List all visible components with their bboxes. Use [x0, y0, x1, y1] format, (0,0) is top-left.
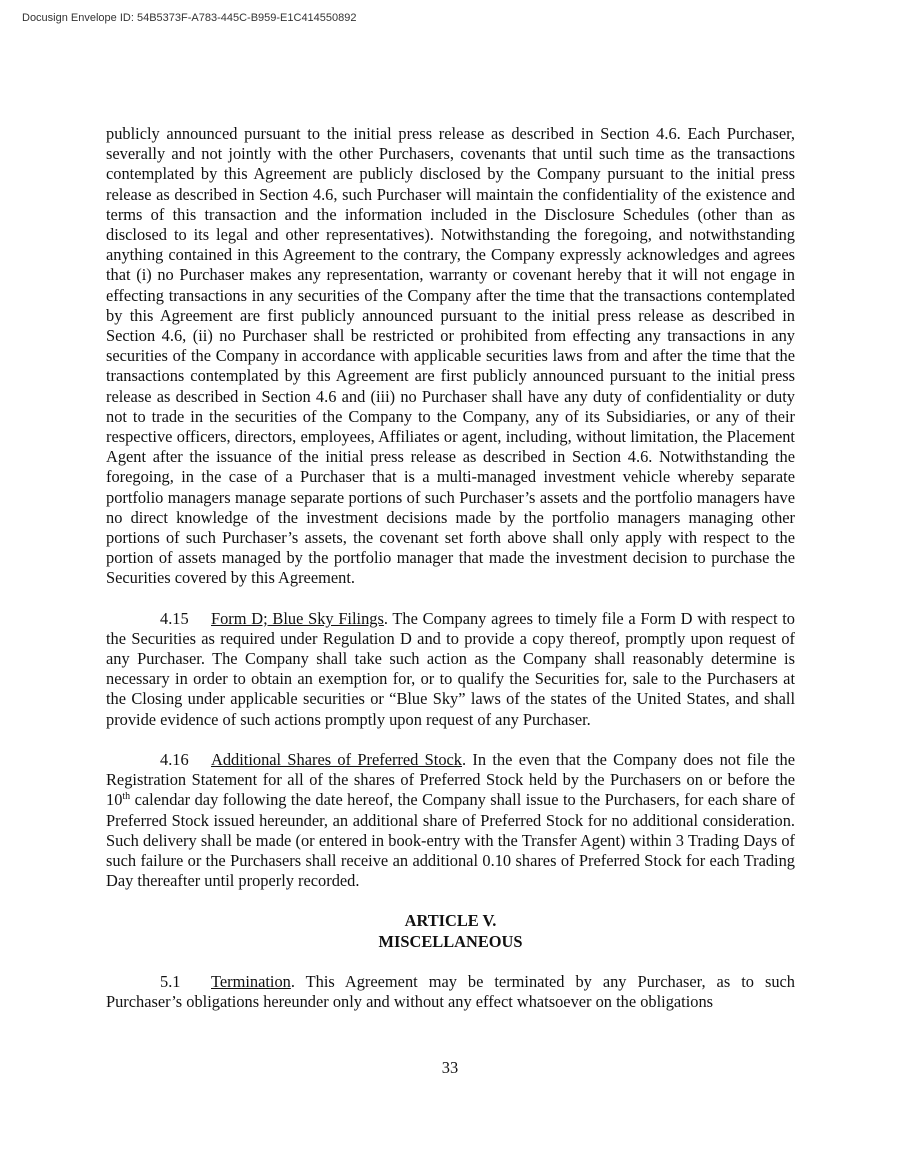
article-title: MISCELLANEOUS: [378, 931, 523, 951]
section-heading: Additional Shares of Preferred Stock: [211, 749, 462, 769]
section-text-continued: calendar day following the date hereof, the Company shall issue to the Purchasers, for each share of Preferred Stock issued hereunder, an additional share of Preferred Stock for no additional consideration. Such delivery shall be made (or entered in book-entry with the Transfer Agent) within 3 Trading Days of such failure or the Purchasers shall receive an additional 0.10 shares of Preferred Stock for each Trading Day thereafter until properly recorded.: [106, 790, 795, 891]
ordinal-superscript: th: [122, 791, 131, 803]
section-text: . In the even that the Company does not file the Registration Statement for all of the shares of Preferred Stock held by the Purchasers on or before the 10: [106, 749, 795, 810]
page-number: 33: [441, 1058, 459, 1077]
section-number: 4.16: [160, 749, 189, 769]
section-number: 5.1: [160, 971, 181, 991]
section-4-16: [106, 750, 795, 891]
article-number: ARTICLE V.: [404, 911, 497, 931]
section-4-15: [106, 609, 795, 730]
section-number: 4.15: [160, 608, 189, 628]
section-text: . This Agreement may be terminated by any Purchaser, as to such Purchaser’s obligations hereunder only and without any effect whatsoever on the obligations: [106, 971, 795, 1011]
document-body: [106, 124, 795, 1012]
section-5-1: [106, 972, 795, 1012]
continuation-paragraph: publicly announced pursuant to the initial press release as described in Section 4.6. Each Purchaser, severally and not jointly with the other Purchasers, covenants that until such time as the transactions contemplated by this Agreement are publicly disclosed by the Company pursuant to the initial press release as described in Section 4.6, such Purchaser will maintain the confidentiality of the existence and terms of this transaction and the information included in the Disclosure Schedules (other than as disclosed to its legal and other representatives). Notwithstanding the foregoing, and notwithstanding anything contained in this Agreement to the contrary, the Company expressly acknowledges and agrees that (i) no Purchaser makes any representation, warranty or covenant hereby that it will not engage in effecting transactions in any securities of the Company after the time that the transactions contemplated by this Agreement are first publicly announced pursuant to the initial press release as described in Section 4.6, (ii) no Purchaser shall be restricted or prohibited from effecting any transactions in any securities of the Company in accordance with applicable securities laws from and after the time that the transactions contemplated by this Agreement are first publicly announced pursuant to the initial press release as described in Section 4.6 and (iii) no Purchaser shall have any duty of confidentiality or duty not to trade in the securities of the Company to the Company, any of its Subsidiaries, or any of their respective officers, directors, employees, Affiliates or agent, including, without limitation, the Placement Agent after the issuance of the initial press release as described in Section 4.6. Notwithstanding the foregoing, in the case of a Purchaser that is a multi-managed investment vehicle whereby separate portfolio managers manage separate portions of such Purchaser’s assets and the portfolio managers have no direct knowledge of the investment decisions made by the portfolio managers managing other portions of such Purchaser’s assets, the covenant set forth above shall only apply with respect to the portion of assets managed by the portfolio manager that made the investment decision to purchase the Securities covered by this Agreement.: [106, 124, 795, 588]
section-heading: Form D; Blue Sky Filings: [211, 608, 384, 628]
article-heading: [106, 911, 795, 951]
envelope-id: Docusign Envelope ID: 54B5373F-A783-445C-B959-E1C414550892: [22, 12, 357, 24]
section-text: . The Company agrees to timely file a Form D with respect to the Securities as required under Regulation D and to provide a copy thereof, promptly upon request of any Purchaser. The Company shall take such action as the Company shall reasonably determine is necessary in order to obtain an exemption for, or to qualify the Securities for, sale to the Purchasers at the Closing under applicable securities or “Blue Sky” laws of the states of the United States, and shall provide evidence of such actions promptly upon request of any Purchaser.: [106, 608, 796, 729]
section-heading: Termination: [211, 971, 291, 991]
